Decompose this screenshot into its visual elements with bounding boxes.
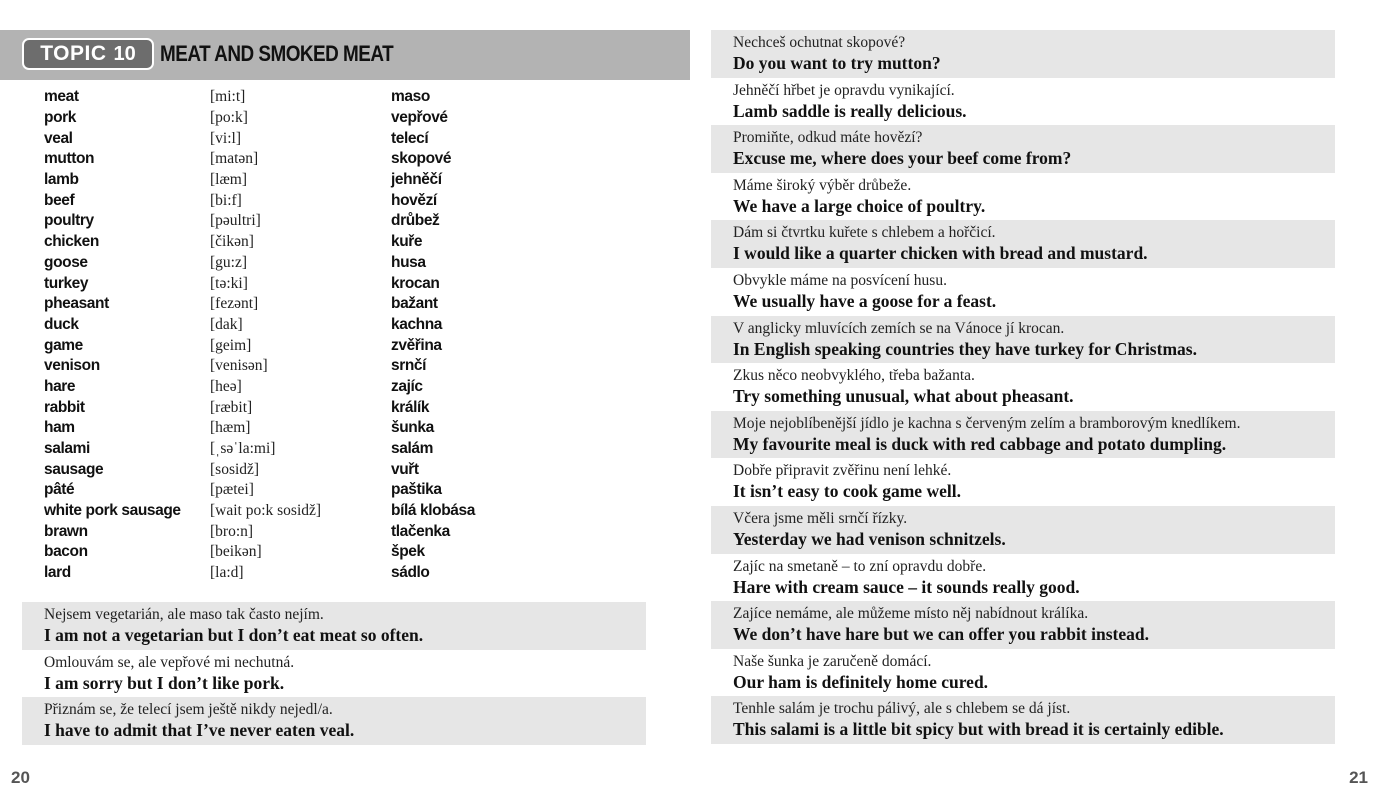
vocab-row: [44, 170, 664, 191]
page-number-right: 21: [1349, 768, 1368, 787]
vocab-pronunciation: [tə:ki]: [210, 274, 248, 292]
phrase-pair: [711, 125, 1335, 173]
topic-title: MEAT AND SMOKED MEAT: [160, 41, 394, 66]
phrase-czech: Obvykle máme na posvícení husu.: [733, 271, 947, 289]
phrase-english: I am sorry but I don’t like pork.: [44, 672, 285, 693]
vocab-english: hare: [44, 377, 76, 395]
vocab-row: [44, 377, 664, 398]
phrase-english: We usually have a goose for a feast.: [733, 290, 997, 311]
vocab-row: [44, 439, 664, 460]
vocab-pronunciation: [hæm]: [210, 419, 251, 437]
vocab-pronunciation: [beikən]: [210, 543, 262, 561]
phrase-czech: V anglicky mluvících zemích se na Vánoce jí krocan.: [733, 319, 1065, 337]
phrase-czech: Dám si čtvrtku kuřete s chlebem a hořčicí.: [733, 224, 996, 242]
vocab-english: salami: [44, 440, 90, 458]
phrase-pair: [711, 649, 1335, 697]
vocab-pronunciation: [po:k]: [210, 109, 248, 127]
vocab-english: pheasant: [44, 295, 109, 313]
vocab-row: [44, 356, 664, 377]
vocab-row: [44, 315, 664, 336]
phrase-czech: Naše šunka je zaručeně domácí.: [733, 652, 932, 670]
vocab-czech: salám: [391, 440, 433, 458]
vocab-row: [44, 232, 664, 253]
vocab-row: [44, 273, 664, 294]
vocab-czech: maso: [391, 88, 430, 106]
vocab-pronunciation: [ˌsəˈla:mi]: [210, 440, 276, 458]
vocab-czech: špek: [391, 543, 425, 561]
vocab-pronunciation: [pəultri]: [210, 212, 261, 230]
vocab-czech: drůbež: [391, 212, 440, 230]
vocab-pronunciation: [fezənt]: [210, 295, 259, 313]
vocab-czech: vuřt: [391, 460, 419, 478]
vocab-pronunciation: [la:d]: [210, 564, 244, 582]
vocab-row: [44, 397, 664, 418]
vocab-czech: paštika: [391, 481, 442, 499]
phrase-czech: Promiňte, odkud máte hovězí?: [733, 129, 923, 147]
vocab-czech: zvěřina: [391, 336, 442, 354]
vocab-row: [44, 459, 664, 480]
vocab-czech: jehněčí: [391, 171, 442, 189]
vocab-czech: zajíc: [391, 377, 423, 395]
vocab-english: ham: [44, 419, 75, 437]
vocab-czech: krocan: [391, 274, 440, 292]
vocab-row: [44, 211, 664, 232]
vocab-pronunciation: [dak]: [210, 315, 243, 333]
phrase-english: I would like a quarter chicken with bread and mustard.: [733, 243, 1148, 264]
vocab-czech: bažant: [391, 295, 438, 313]
phrase-english: In English speaking countries they have turkey for Christmas.: [733, 338, 1197, 359]
phrase-english: Try something unusual, what about pheasant.: [733, 386, 1074, 407]
right-page: [690, 0, 1379, 800]
vocab-czech: husa: [391, 253, 426, 271]
vocab-row: [44, 149, 664, 170]
phrase-pair: [711, 268, 1335, 316]
page-number-left: 20: [11, 768, 30, 787]
vocab-pronunciation: [geim]: [210, 336, 252, 354]
vocab-english: lamb: [44, 171, 79, 189]
phrase-pair: [711, 411, 1335, 459]
vocab-row: [44, 87, 664, 108]
phrase-czech: Zajíce nemáme, ale můžeme místo něj nabídnout králíka.: [733, 605, 1089, 623]
vocab-english: pâté: [44, 481, 75, 499]
vocab-row: [44, 108, 664, 129]
phrase-english: My favourite meal is duck with red cabbage and potato dumpling.: [733, 433, 1227, 454]
phrase-czech: Moje nejoblíbenější jídlo je kachna s červeným zelím a bramborovým knedlíkem.: [733, 414, 1241, 432]
topic-number: 10: [113, 42, 136, 65]
vocab-row: [44, 501, 664, 522]
vocab-pronunciation: [læm]: [210, 171, 248, 189]
phrase-english: This salami is a little bit spicy but with bread it is certainly edible.: [733, 719, 1224, 740]
vocab-english: veal: [44, 129, 73, 147]
vocab-row: [44, 480, 664, 501]
vocab-english: bacon: [44, 543, 88, 561]
phrase-pair: [22, 650, 646, 698]
phrase-czech: Zajíc na smetaně – to zní opravdu dobře.: [733, 557, 987, 575]
vocab-pronunciation: [ræbit]: [210, 398, 253, 416]
phrase-czech: Nechceš ochutnat skopové?: [733, 34, 906, 51]
vocab-row: [44, 563, 664, 584]
vocab-english: turkey: [44, 274, 89, 292]
phrase-czech: Jehněčí hřbet je opravdu vynikající.: [733, 81, 955, 99]
vocab-pronunciation: [heə]: [210, 377, 242, 395]
topic-label: TOPIC: [40, 42, 107, 65]
vocab-pronunciation: [pætei]: [210, 481, 254, 499]
topic-badge: [22, 38, 154, 70]
vocab-english: brawn: [44, 522, 88, 540]
vocab-english: beef: [44, 191, 75, 209]
vocab-pronunciation: [gu:z]: [210, 253, 248, 271]
vocab-czech: vepřové: [391, 109, 448, 127]
vocab-czech: sádlo: [391, 564, 430, 582]
phrase-english: It isn’t easy to cook game well.: [733, 481, 961, 502]
vocab-row: [44, 542, 664, 563]
vocab-english: duck: [44, 315, 79, 333]
phrase-czech: Nejsem vegetarián, ale maso tak často nejím.: [44, 606, 324, 623]
vocab-english: pork: [44, 109, 76, 127]
phrase-english: Yesterday we had venison schnitzels.: [733, 528, 1006, 549]
vocab-english: poultry: [44, 212, 94, 230]
vocab-pronunciation: [matən]: [210, 150, 259, 168]
phrase-czech: Dobře připravit zvěřinu není lehké.: [733, 462, 952, 480]
left-phrase-list: [22, 602, 646, 745]
vocab-czech: skopové: [391, 150, 452, 168]
phrase-english: Do you want to try mutton?: [733, 53, 941, 73]
vocab-czech: telecí: [391, 129, 429, 147]
phrase-pair: [22, 602, 646, 650]
vocab-pronunciation: [mi:t]: [210, 88, 246, 106]
phrase-pair: [711, 78, 1335, 126]
phrase-pair: [711, 554, 1335, 602]
vocab-pronunciation: [čikən]: [210, 233, 254, 251]
vocabulary-list: [44, 87, 664, 584]
phrase-pair: [711, 601, 1335, 649]
phrase-pair: [711, 696, 1335, 744]
vocab-english: goose: [44, 253, 88, 271]
vocab-english: rabbit: [44, 398, 85, 416]
phrase-english: I am not a vegetarian but I don’t eat meat so often.: [44, 625, 424, 645]
phrase-english: We have a large choice of poultry.: [733, 195, 986, 216]
vocab-row: [44, 190, 664, 211]
vocab-english: white pork sausage: [44, 502, 181, 520]
phrase-czech: Přiznám se, že telecí jsem ještě nikdy nejedl/a.: [44, 701, 333, 719]
vocab-english: meat: [44, 88, 79, 106]
vocab-english: mutton: [44, 150, 95, 168]
phrase-pair: [711, 458, 1335, 506]
phrase-pair: [711, 220, 1335, 268]
right-phrase-list: [711, 30, 1335, 744]
vocab-czech: hovězí: [391, 191, 437, 209]
vocab-pronunciation: [sosidž]: [210, 460, 260, 478]
phrase-english: I have to admit that I’ve never eaten veal.: [44, 720, 355, 741]
vocab-english: lard: [44, 564, 71, 582]
vocab-row: [44, 521, 664, 542]
phrase-pair: [711, 506, 1335, 554]
vocab-row: [44, 335, 664, 356]
phrase-czech: Máme široký výběr drůbeže.: [733, 176, 912, 194]
vocab-english: sausage: [44, 460, 104, 478]
vocab-english: chicken: [44, 233, 99, 251]
vocab-pronunciation: [bro:n]: [210, 522, 254, 540]
phrase-english: Hare with cream sauce – it sounds really good.: [733, 576, 1080, 597]
topic-header: [0, 30, 690, 80]
vocab-czech: bílá klobása: [391, 502, 475, 520]
phrase-pair: [711, 173, 1335, 221]
vocab-row: [44, 418, 664, 439]
phrase-pair: [711, 30, 1335, 78]
phrase-english: We don’t have hare but we can offer you rabbit instead.: [733, 624, 1149, 645]
vocab-czech: kachna: [391, 315, 443, 333]
vocab-czech: šunka: [391, 419, 434, 437]
phrase-czech: Omlouvám se, ale vepřové mi nechutná.: [44, 653, 295, 671]
phrase-english: Excuse me, where does your beef come from?: [733, 148, 1072, 169]
vocab-row: [44, 294, 664, 315]
phrase-pair: [711, 316, 1335, 364]
vocab-czech: králík: [391, 398, 430, 416]
phrase-english: Lamb saddle is really delicious.: [733, 100, 967, 121]
vocab-pronunciation: [vi:l]: [210, 129, 241, 147]
vocab-row: [44, 128, 664, 149]
vocab-pronunciation: [wait po:k sosidž]: [210, 502, 322, 520]
phrase-czech: Včera jsme měli srnčí řízky.: [733, 509, 908, 527]
phrase-english: Our ham is definitely home cured.: [733, 671, 989, 692]
vocab-czech: kuře: [391, 233, 423, 251]
phrase-pair: [711, 363, 1335, 411]
phrase-pair: [22, 697, 646, 745]
vocab-czech: tlačenka: [391, 522, 450, 540]
vocab-english: venison: [44, 357, 100, 375]
phrase-czech: Tenhle salám je trochu pálivý, ale s chlebem se dá jíst.: [733, 700, 1071, 718]
vocab-row: [44, 253, 664, 274]
vocab-english: game: [44, 336, 83, 354]
vocab-pronunciation: [bi:f]: [210, 191, 242, 209]
vocab-pronunciation: [venisən]: [210, 357, 268, 375]
vocab-czech: srnčí: [391, 357, 427, 375]
phrase-czech: Zkus něco neobvyklého, třeba bažanta.: [733, 367, 975, 385]
